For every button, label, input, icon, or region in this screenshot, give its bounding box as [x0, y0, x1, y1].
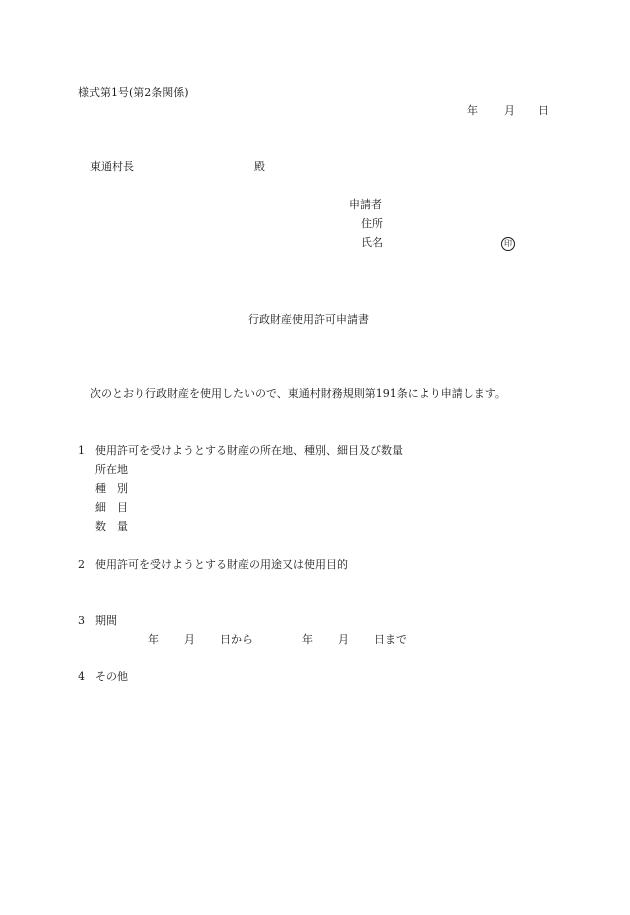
date-month-label: 月 [504, 104, 515, 117]
item-1-quantity-label: 数 量 [95, 520, 128, 533]
applicant-address-label: 住所 [361, 217, 383, 230]
date-year-label: 年 [467, 104, 478, 117]
item-2-text: 使用許可を受けようとする財産の用途又は使用目的 [95, 558, 348, 571]
applicant-name-label: 氏名 [361, 236, 383, 249]
item-4-number: 4 [78, 670, 85, 683]
seal-mark-char: 印 [501, 237, 515, 251]
item-1-number: 1 [78, 444, 85, 457]
item-1-type-label: 種 別 [95, 482, 128, 495]
period-start-year: 年 [148, 633, 159, 646]
document-title: 行政財産使用許可申請書 [248, 313, 369, 326]
period-end-year: 年 [302, 633, 313, 646]
item-4-text: その他 [95, 670, 128, 683]
period-end-day: 日まで [374, 633, 407, 646]
item-3-number: 3 [78, 614, 85, 627]
period-start-day: 日から [220, 633, 253, 646]
intro-paragraph: 次のとおり行政財産を使用したいので、東通村財務規則第191条により申請します。 [90, 387, 506, 400]
seal-mark [501, 236, 515, 251]
period-start-month: 月 [184, 633, 195, 646]
addressee-name: 東通村長 [90, 160, 134, 173]
item-3-text: 期間 [95, 614, 117, 627]
date-day-label: 日 [538, 104, 549, 117]
addressee-honorific: 殿 [254, 160, 265, 173]
item-1-detail-label: 細 目 [95, 501, 128, 514]
form-number: 様式第1号(第2条関係) [78, 86, 189, 99]
period-end-month: 月 [338, 633, 349, 646]
item-2-number: 2 [78, 558, 85, 571]
item-1-location-label: 所在地 [95, 463, 128, 476]
item-1-text: 使用許可を受けようとする財産の所在地、種別、細目及び数量 [95, 444, 403, 457]
applicant-heading: 申請者 [349, 198, 382, 211]
